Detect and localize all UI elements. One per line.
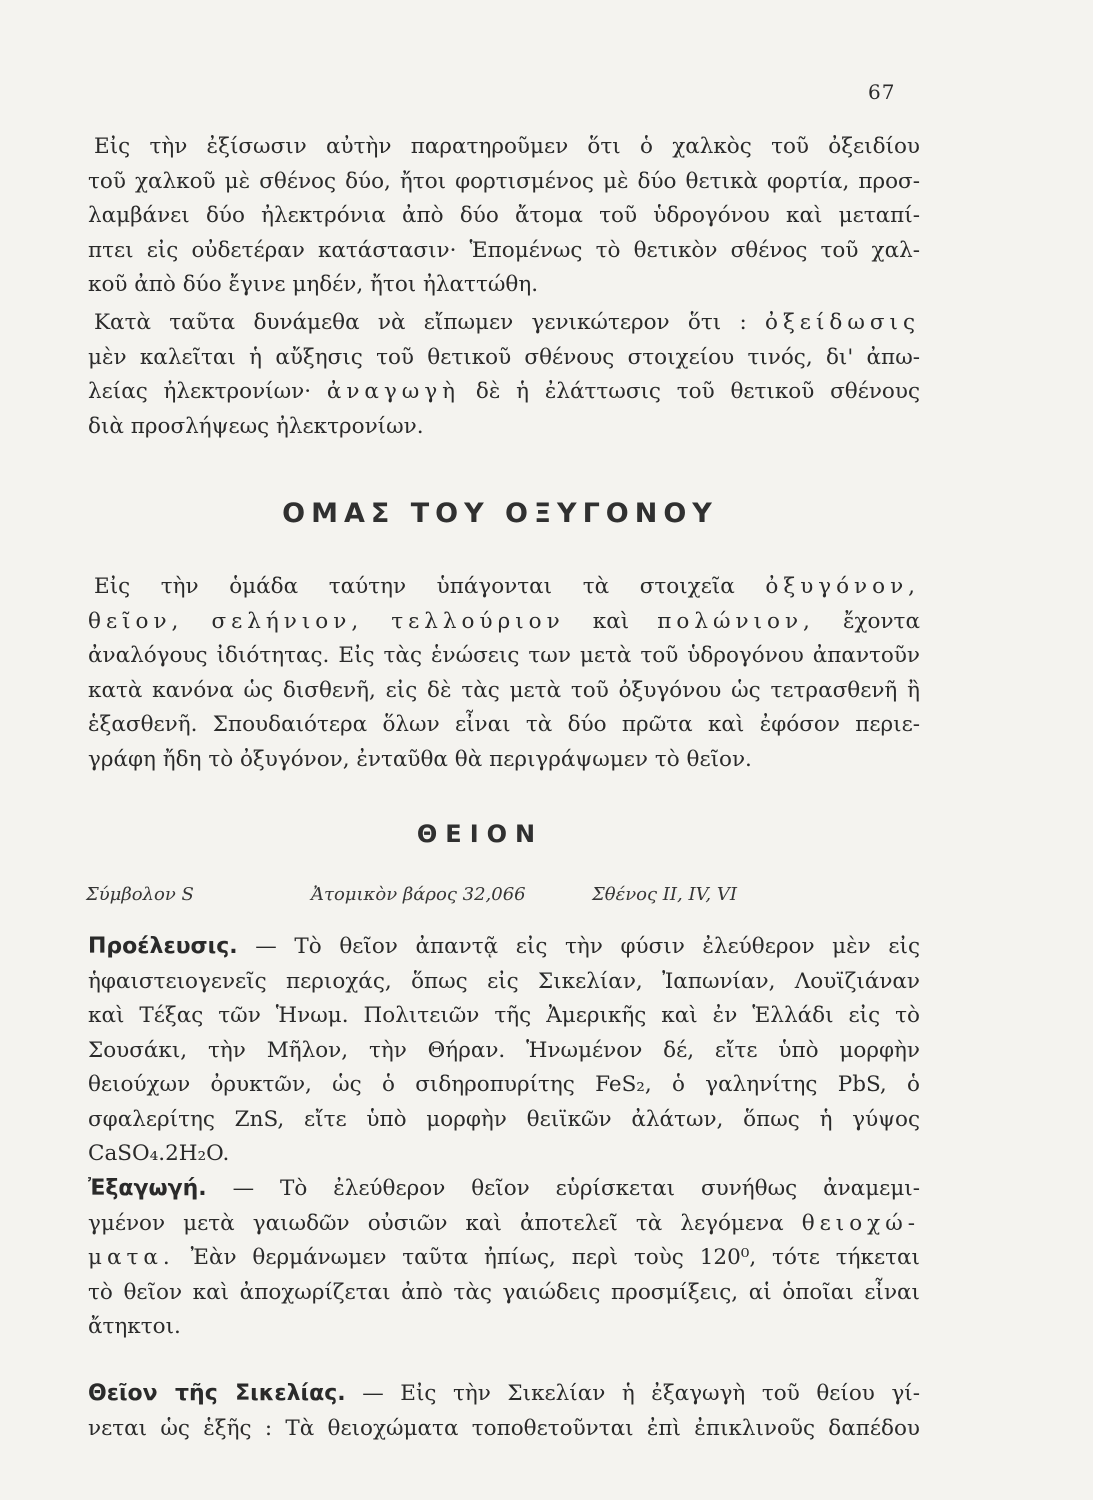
- paragraph-equation-explanation: [88, 130, 920, 303]
- text-line: [88, 605, 920, 640]
- spaced-term-sulfur-earths: θειοχώ-: [801, 1210, 920, 1236]
- spaced-term-polonium: πολώνιον,: [657, 608, 815, 634]
- text-line: [88, 570, 920, 605]
- text-run: — Τὸ θεῖον ἀπαντᾷ εἰς τὴν φύσιν ἐλεύθερον μὲν εἰς: [255, 934, 920, 959]
- spaced-term-oxidation: ὀξείδωσις: [765, 310, 920, 335]
- text-line: πτει εἰς οὐδετέραν κατάστασιν· Ἑπομένως τὸ θετικὸν σθένος τοῦ χαλ-: [88, 237, 920, 263]
- text-line: λαμβάνει δύο ἠλεκτρόνια ἀπὸ δύο ἄτομα τοῦ ὑδρογόνου καὶ μεταπί-: [88, 203, 920, 228]
- text-line: μὲν καλεῖται ἡ αὔξησις τοῦ θετικοῦ σθένους στοιχείου τινός, δι' ἀπω-: [88, 344, 920, 370]
- text-run: Ἐὰν θερμάνωμεν ταῦτα ἠπίως, περὶ τοὺς 120⁰, τότε τήκεται: [190, 1245, 920, 1270]
- text-run: Εἰς τὴν ὁμάδα ταύτην ὑπάγονται τὰ στοιχεῖα: [94, 574, 735, 599]
- text-run: λείας ἠλεκτρονίων·: [88, 379, 312, 404]
- text-line: θειούχων ὀρυκτῶν, ὡς ὁ σιδηροπυρίτης FeS₂, ὁ γαληνίτης PbS, ὁ: [88, 1072, 920, 1097]
- text-line: νεται ὡς ἑξῆς : Τὰ θειοχώματα τοποθετοῦνται ἐπὶ ἐπικλινοῦς δαπέδου: [88, 1415, 920, 1441]
- text-line: καὶ Τέξας τῶν Ἡνωμ. Πολιτειῶν τῆς Ἀμερικῆς καὶ ἐν Ἑλλάδι εἰς τὸ: [88, 1003, 920, 1028]
- text-line: CaSO₄.2H₂O.: [88, 1141, 230, 1166]
- text-run: ἔχοντα: [842, 608, 920, 634]
- text-line: [88, 306, 920, 341]
- text-line: [88, 1241, 920, 1276]
- text-line: ἀναλόγους ἰδιότητας. Εἰς τὰς ἑνώσεις των μετὰ τοῦ ὑδρογόνου ἀπαντοῦν: [88, 643, 920, 668]
- section-heading-extraction: Ἐξαγωγή.: [88, 1176, 207, 1201]
- text-line: σφαλερίτης ZnS, εἴτε ὑπὸ μορφὴν θειϊκῶν ἀλάτων, ὅπως ἡ γύψος: [88, 1106, 920, 1132]
- text-line: [88, 1207, 920, 1242]
- element-symbol: Σύμβολον S: [86, 884, 194, 905]
- text-line: κατὰ κανόνα ὡς δισθενῆ, εἰς δὲ τὰς μετὰ τοῦ ὀξυγόνου ὡς τετρασθενῆ ἢ: [88, 677, 920, 703]
- text-line: Εἰς τὴν ἐξίσωσιν αὐτὴν παρατηροῦμεν ὅτι ὁ χαλκὸς τοῦ ὀξειδίου: [94, 134, 920, 159]
- text-line: ἑξασθενῆ. Σπουδαιότερα ὅλων εἶναι τὰ δύο πρῶτα καὶ ἐφόσον περιε-: [88, 712, 920, 737]
- spaced-term-sulfur-earths-end: ματα.: [88, 1245, 175, 1270]
- section-heading-sicily: Θεῖον τῆς Σικελίας.: [88, 1381, 346, 1406]
- section-sicily: [88, 1377, 920, 1446]
- text-run: — Εἰς τὴν Σικελίαν ἡ ἐξαγωγὴ τοῦ θείου γί-: [362, 1381, 920, 1406]
- section-extraction: [88, 1172, 920, 1345]
- text-line: ἡφαιστειογενεῖς περιοχάς, ὅπως εἰς Σικελίαν, Ἰαπωνίαν, Λουϊζιάναν: [88, 968, 920, 994]
- text-line: [88, 375, 920, 410]
- text-line: διὰ προσλήψεως ἠλεκτρονίων.: [88, 413, 424, 439]
- heading-oxygen-group: ΟΜΑΣ ΤΟΥ ΟΞΥΓΟΝΟΥ: [282, 498, 718, 529]
- text-line: κοῦ ἀπὸ δύο ἔγινε μηδέν, ἤτοι ἠλαττώθη.: [88, 272, 539, 297]
- spaced-term-oxygen: ὀξυγόνον,: [765, 574, 920, 599]
- text-line: [88, 930, 920, 965]
- section-heading-origin: Προέλευσις.: [88, 934, 238, 959]
- text-line: [88, 1172, 920, 1207]
- section-origin: [88, 930, 920, 1172]
- page-number: 67: [868, 80, 896, 104]
- text-line: ἄτηκτοι.: [88, 1314, 181, 1339]
- text-line: τὸ θεῖον καὶ ἀποχωρίζεται ἀπὸ τὰς γαιώδεις προσμίξεις, αἱ ὁποῖαι εἶναι: [88, 1279, 920, 1305]
- element-valence: Σθένος II, IV, VI: [592, 884, 737, 905]
- text-run: — Τὸ ἐλεύθερον θεῖον εὑρίσκεται συνήθως ἀναμεμι-: [232, 1176, 920, 1201]
- text-run: γμένον μετὰ γαιωδῶν οὐσιῶν καὶ ἀποτελεῖ τὰ λεγόμενα: [88, 1210, 784, 1236]
- heading-sulfur: ΘΕΙΟΝ: [416, 820, 544, 848]
- paragraph-oxygen-group: [88, 570, 920, 777]
- text-run: Κατὰ ταῦτα δυνάμεθα νὰ εἴπωμεν γενικώτερον ὅτι :: [94, 310, 747, 335]
- spaced-term-reduction: ἀναγωγὴ: [326, 379, 461, 404]
- spaced-term-tellurium: τελλούριον: [391, 608, 565, 634]
- spaced-term-selenium: σελήνιον,: [211, 608, 364, 634]
- text-run: καὶ: [592, 608, 630, 634]
- text-line: Σουσάκι, τὴν Μῆλον, τὴν Θήραν. Ἡνωμένον δέ, εἴτε ὑπὸ μορφὴν: [88, 1037, 920, 1063]
- text-line: τοῦ χαλκοῦ μὲ σθένος δύο, ἤτοι φορτισμένος μὲ δύο θετικὰ φορτία, προσ-: [88, 168, 920, 194]
- element-atomic-weight: Ἀτομικὸν βάρος 32,066: [311, 884, 526, 905]
- text-line: γράφη ἤδη τὸ ὀξυγόνον, ἐνταῦθα θὰ περιγράψωμεν τὸ θεῖον.: [88, 746, 752, 772]
- spaced-term-sulfur: θεῖον,: [88, 608, 184, 634]
- text-line: [88, 1377, 920, 1412]
- text-run: δὲ ἡ ἐλάττωσις τοῦ θετικοῦ σθένους: [475, 379, 920, 404]
- paragraph-oxidation-definition: [88, 306, 920, 444]
